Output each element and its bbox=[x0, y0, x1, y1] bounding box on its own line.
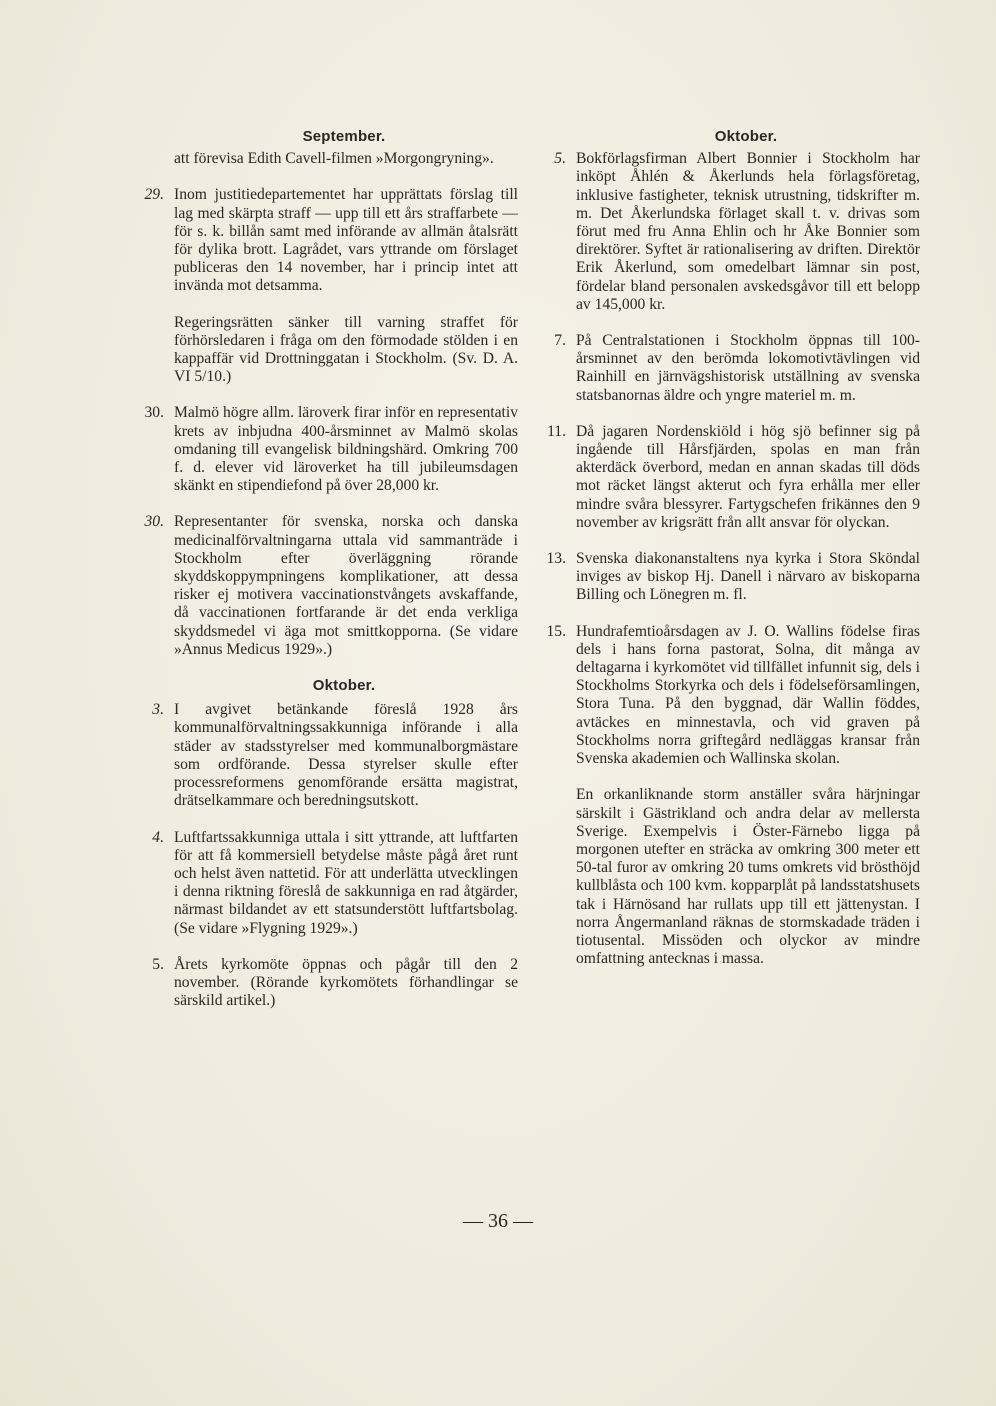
entry-text: En orkanliknande storm anställer svåra härjningar särskilt i Gästrikland och andra delar av mellersta Sverige. Exempelvis i Öster-Färnebo ligga på morgonen utefter en sträcka av omkring 300 meter ett 50-tal furor av omkring 20 tums omkrets vid brösthöjd kullblåsta och 100 kvm. kopparplåt på landsstatshusets tak i Härnösand har rullats upp till ett jättenystan. I norra Ångermanland räknas de stormskadade träden i tiotusental. Missöden och olyckor av mindre omfattning antecknas i massa. bbox=[576, 786, 920, 968]
entry-date: 3. bbox=[152, 701, 164, 719]
entry-text: Årets kyrkomöte öppnas och pågår till den 2 november. (Rörande kyrkomötets förhandlingar se särskild artikel.) bbox=[174, 955, 518, 1010]
list-item bbox=[532, 332, 920, 405]
month-heading-oktober: Oktober. bbox=[312, 677, 376, 695]
entry-date: 5. bbox=[152, 955, 164, 973]
entry-date: 5. bbox=[554, 150, 566, 168]
month-heading-oktober: Oktober. bbox=[714, 128, 778, 145]
list-item bbox=[130, 956, 518, 1011]
list-item bbox=[130, 701, 518, 810]
entry-date: 29. bbox=[144, 186, 164, 204]
entry-text: Inom justitiedepartementet har upprättats förslag till lag med skärpta straff — upp till ett års straffarbete — för s. k. billån samt med införande av allmän åtalsrätt för dylika brott. Lagrådet, vars yttrande om förslaget publiceras den 14 november, har i princip intet att invända mot detsamma. bbox=[174, 186, 518, 295]
entry-date: 13. bbox=[546, 550, 566, 568]
entry-text: Hundrafemtioårsdagen av J. O. Wallins födelse firas dels i hans forna pastorat, Solna, dit många av deltagarna i kyrkomötet vid tillfället infunnit sig, dels i Stockholms Storkyrka och dels i födelseförsamlingen, Stora Tuna. På den byggnad, där Wallin föddes, avtäckes en minnestavla, och vid graven på Stockholms norra griftegård nedläggas kransar från Svenska akademien och Wallinska skolan. bbox=[576, 622, 920, 768]
list-item bbox=[532, 423, 920, 532]
list-item bbox=[130, 404, 518, 495]
continuation-entry bbox=[130, 150, 518, 168]
entry-text: På Centralstationen i Stockholm öppnas till 100-årsminnet av den berömda lokomotivtävlingen vid Rainhill en järnvägshistorisk utställning av svenska statsbanornas äldre och yngre materiel m. m. bbox=[576, 332, 920, 404]
entry-text: Då jagaren Nordenskiöld i hög sjö befinner sig på ingående till Hårsfjärden, spolas en man från akterdäck överbord, medan en annan skadas till döds mot räcket längst akterut och fyra erhålla mer eller mindre svåra blessyrer. Fartygschefen frikännes den 9 november av krigsrätt från allt ansvar för olyckan. bbox=[576, 422, 920, 531]
entry-text: Bokförlagsfirman Albert Bonnier i Stockholm har inköpt Åhlén & Åkerlunds hela förlagsföretag, inklusive fastigheter, teknisk utrustning, tidskrifter m. m. Det Åkerlundska förlaget skall t. v. drivas som förut med fru Anna Ehlin och hr Åke Bonnier som direktörer. Syftet är rationalisering av driften. Direktör Erik Åkerlund, som omedelbart lämnar sin post, fördelar bland personalen avskedsgåvor till ett belopp av 145,000 kr. bbox=[576, 150, 920, 313]
list-item bbox=[130, 186, 518, 295]
entry-text: Regeringsrätten sänker till varning straffet för förhörsledaren i fråga om den förmodade stölden i en kappaffär vid Drottninggatan i Stockholm. (Sv. D. A. VI 5/10.) bbox=[174, 313, 518, 386]
entry-text: Representanter för svenska, norska och danska medicinalförvaltningarna uttala vid sammanträde i Stockholm efter överläggning rörande skyddskoppympningens komplikationer, att dessa risker ej motivera vaccinationstvångets avskaffande, då vaccinationen fortfarande är det enda verkliga skyddsmedel vi äga mot smittkopporna. (Se vidare »Annus Medicus 1929».) bbox=[174, 513, 518, 658]
right-column bbox=[532, 128, 920, 986]
list-item bbox=[532, 623, 920, 769]
list-item bbox=[532, 150, 920, 314]
entry-text: I avgivet betänkande föreslå 1928 års kommunalförvaltningssakkunniga införande i alla städer av stadsstyrelser med kommunalborgmästare som ordförande. Dessa styrelser skulle efter processreformens genomförande ersätta magistrat, drätselkammare och beredningsutskott. bbox=[174, 701, 518, 810]
page-number: — 36 — bbox=[463, 1210, 533, 1232]
entry-date: 7. bbox=[554, 332, 566, 350]
entry-date: 11. bbox=[547, 422, 566, 440]
entry-date: 30. bbox=[144, 404, 164, 422]
entry-text: Malmö högre allm. läroverk firar inför en representativ krets av inbjudna 400-årsminnet av Malmö skolas omdaning till evangelisk bildningshärd. Omkring 700 f. d. elever vid läroverket ha till jubileumsdagen skänkt en stipendiefond på över 28,000 kr. bbox=[174, 404, 518, 495]
list-item bbox=[130, 829, 518, 938]
list-item bbox=[130, 314, 518, 387]
entry-text: Luftfartssakkunniga uttala i sitt yttrande, att luftfarten för att få kommersiell betydelse måste pågå året runt och helst även nattetid. För att underlätta utvecklingen i denna riktning föreslå de sakkunniga en rad åtgärder, närmast bildandet av ett statsunderstött luftfartsbolag. (Se vidare »Flygning 1929».) bbox=[174, 828, 518, 937]
list-item bbox=[130, 513, 518, 659]
list-item bbox=[532, 786, 920, 968]
left-column bbox=[130, 128, 518, 1028]
entry-text: Svenska diakonanstaltens nya kyrka i Stora Sköndal inviges av biskop Hj. Danell i närvaro av biskoparna Billing och Lönegren m. fl. bbox=[576, 550, 920, 604]
entry-date: 30. bbox=[144, 513, 164, 531]
month-heading-september: September. bbox=[302, 128, 386, 145]
entry-date: 4. bbox=[152, 828, 164, 846]
list-item bbox=[532, 550, 920, 605]
entry-text: att förevisa Edith Cavell-filmen »Morgongryning». bbox=[174, 150, 494, 168]
entry-date: 15. bbox=[546, 622, 566, 640]
